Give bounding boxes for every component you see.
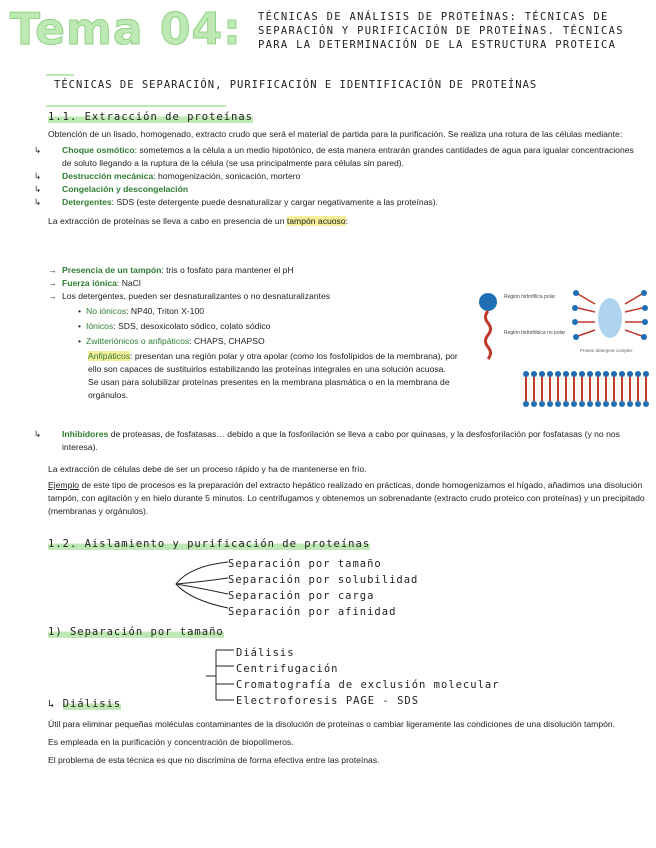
section-title: TÉCNICAS DE SEPARACIÓN, PURIFICACIÓN E IDENTIFICACIÓN DE PROTEÍNAS xyxy=(54,79,538,91)
hook-arrow-icon: ↳ xyxy=(34,429,42,439)
protein-detergent-complex xyxy=(572,290,648,340)
dialisis-heading: ↳ Diálisis xyxy=(48,698,122,710)
method-item: ↳ Detergentes: SDS (este detergente puede desnaturalizar y cargar negativamente a las proteínas). xyxy=(34,197,438,207)
arrow-icon: → xyxy=(48,278,57,288)
hook-arrow-icon: ↳ xyxy=(48,698,63,710)
method-item: ↳ Congelación y descongelación xyxy=(34,184,189,194)
dialisis-line: Útil para eliminar pequeñas moléculas contaminantes de la disolución de proteínas o cambiar ligeramente las condiciones de una disolución tampón. xyxy=(48,719,616,729)
detergent-type: • No iónicos: NP40, Triton X-100 xyxy=(78,305,458,318)
hook-arrow-icon: ↳ xyxy=(34,171,42,181)
buffer-list xyxy=(48,264,458,402)
s11-methods xyxy=(34,144,638,209)
branch-item: Cromatografía de exclusión molecular xyxy=(236,679,500,691)
branch-item: Separación por carga xyxy=(228,590,375,602)
branch-item: Separación por solubilidad xyxy=(228,574,419,586)
s12-branches xyxy=(228,556,418,620)
tema-title: Tema 04: xyxy=(10,4,242,55)
buffer-item: → Fuerza iónica: NaCl xyxy=(48,278,141,288)
s12-heading: 1.2. Aislamiento y purificación de proteínas xyxy=(48,538,371,550)
buffer-item: → Los detergentes, pueden ser desnaturalizantes o no desnaturalizantes xyxy=(48,291,331,301)
method-item: ↳ Choque osmótico: sometemos a la célula a un medio hipotónico, de esta manera entrarán grandes cantidades de agua para igualar concentraciones de soluto llegando a la ruptura de la célula (se usa principalmente para células sin pared). xyxy=(34,145,634,168)
hook-arrow-icon: ↳ xyxy=(34,184,42,194)
nonpolar-label: Región hidrofóbica no polar xyxy=(504,330,566,336)
dialisis-line: El problema de esta técnica es que no discrimina de forma efectiva entre las proteínas. xyxy=(48,755,380,765)
buffer-intro: La extracción de proteínas se lleva a cabo en presencia de un tampón acuoso: xyxy=(48,216,349,226)
s11-intro: Obtención de un lisado, homogenado, extracto crudo que será el material de partida para la purificación. Se realiza una rotura de las células mediante: xyxy=(48,129,623,139)
arrow-icon: → xyxy=(48,265,57,275)
section-title-rule xyxy=(46,74,74,76)
polar-label: Región hidrofílica polar xyxy=(504,294,556,300)
detergent-types xyxy=(48,305,458,402)
branch-item: Electroforesis PAGE - SDS xyxy=(236,695,420,707)
s12-bracket xyxy=(170,556,230,616)
s11-heading: 1.1. Extracción de proteínas xyxy=(48,111,254,123)
detergent-type: • Iónicos: SDS, desoxicolato sódico, colato sódico xyxy=(78,320,458,333)
s1-bracket xyxy=(206,644,236,706)
dialisis-line: Es empleada en la purificación y concentración de biopolímeros. xyxy=(48,737,294,747)
dialisis-body xyxy=(48,718,646,767)
example-note: Ejemplo de este tipo de procesos es la preparación del extracto hepático realizado en prácticas, donde homogenizamos el hígado, añadimos una disolución tampón, con agitación y en hielo durante 5 minutos. Lo centrifugamos y obtenemos un sobrenadante (extracto crudo proteico con proteínas) y un precipitado (membranas y orgánulos). xyxy=(48,480,645,516)
branch-item: Centrifugación xyxy=(236,663,339,675)
inhibidores-item: ↳ Inhibidores de proteasas, de fosfatasas… debido a que la fosforilación se lleva a cabo por quinasas, y la desfosforilación por fosfatasas (y no nos interesa). xyxy=(34,429,620,452)
tema-subtitle: TÉCNICAS DE ANÁLISIS DE PROTEÍNAS: TÉCNICAS DE SEPARACIÓN Y PURIFICACIÓN DE PROTEÍNAS. TÉCNICAS PARA LA DETERMINACIÓN DE LA ESTRUCTURA PROTEICA xyxy=(258,11,624,51)
s1-branches xyxy=(236,645,500,709)
buffer-item: → Presencia de un tampón: tris o fosfato para mantener el pH xyxy=(48,265,294,275)
branch-item: Separación por afinidad xyxy=(228,606,397,618)
branch-item: Diálisis xyxy=(236,647,295,659)
s1-heading: 1) Separación por tamaño xyxy=(48,626,224,638)
branch-item: Separación por tamaño xyxy=(228,558,382,570)
arrow-icon: → xyxy=(48,291,57,301)
hook-arrow-icon: ↳ xyxy=(34,145,42,155)
anfipaticos-note: Anfipáticos: presentan una región polar y otra apolar (como los fosfolípidos de la membrana), por ello son capaces de sustituirlos estabilizando las proteínas integrales en una solución acuosa. Se usan para solubilizar proteínas presentes en la membrana plasmática o en la membrana de orgánulos. xyxy=(88,351,458,400)
detergent-type: • Zwitteriónicos o anfipáticos: CHAPS, CHAPSO xyxy=(78,335,458,348)
micelle-diagram xyxy=(522,371,649,407)
method-item: ↳ Destrucción mecánica: homogenización, sonicación, mortero xyxy=(34,171,301,181)
hook-arrow-icon: ↳ xyxy=(34,197,42,207)
detergent-figure xyxy=(470,282,650,422)
complex-label: Protein detergent complex xyxy=(580,348,633,353)
s11-body xyxy=(34,128,638,228)
section-title-underline xyxy=(46,105,226,107)
rapid-note: La extracción de células debe de ser un proceso rápido y ha de mantenerse en frío. xyxy=(48,464,367,474)
detergent-molecule-diagram xyxy=(479,293,497,359)
s11-tail xyxy=(34,428,646,518)
